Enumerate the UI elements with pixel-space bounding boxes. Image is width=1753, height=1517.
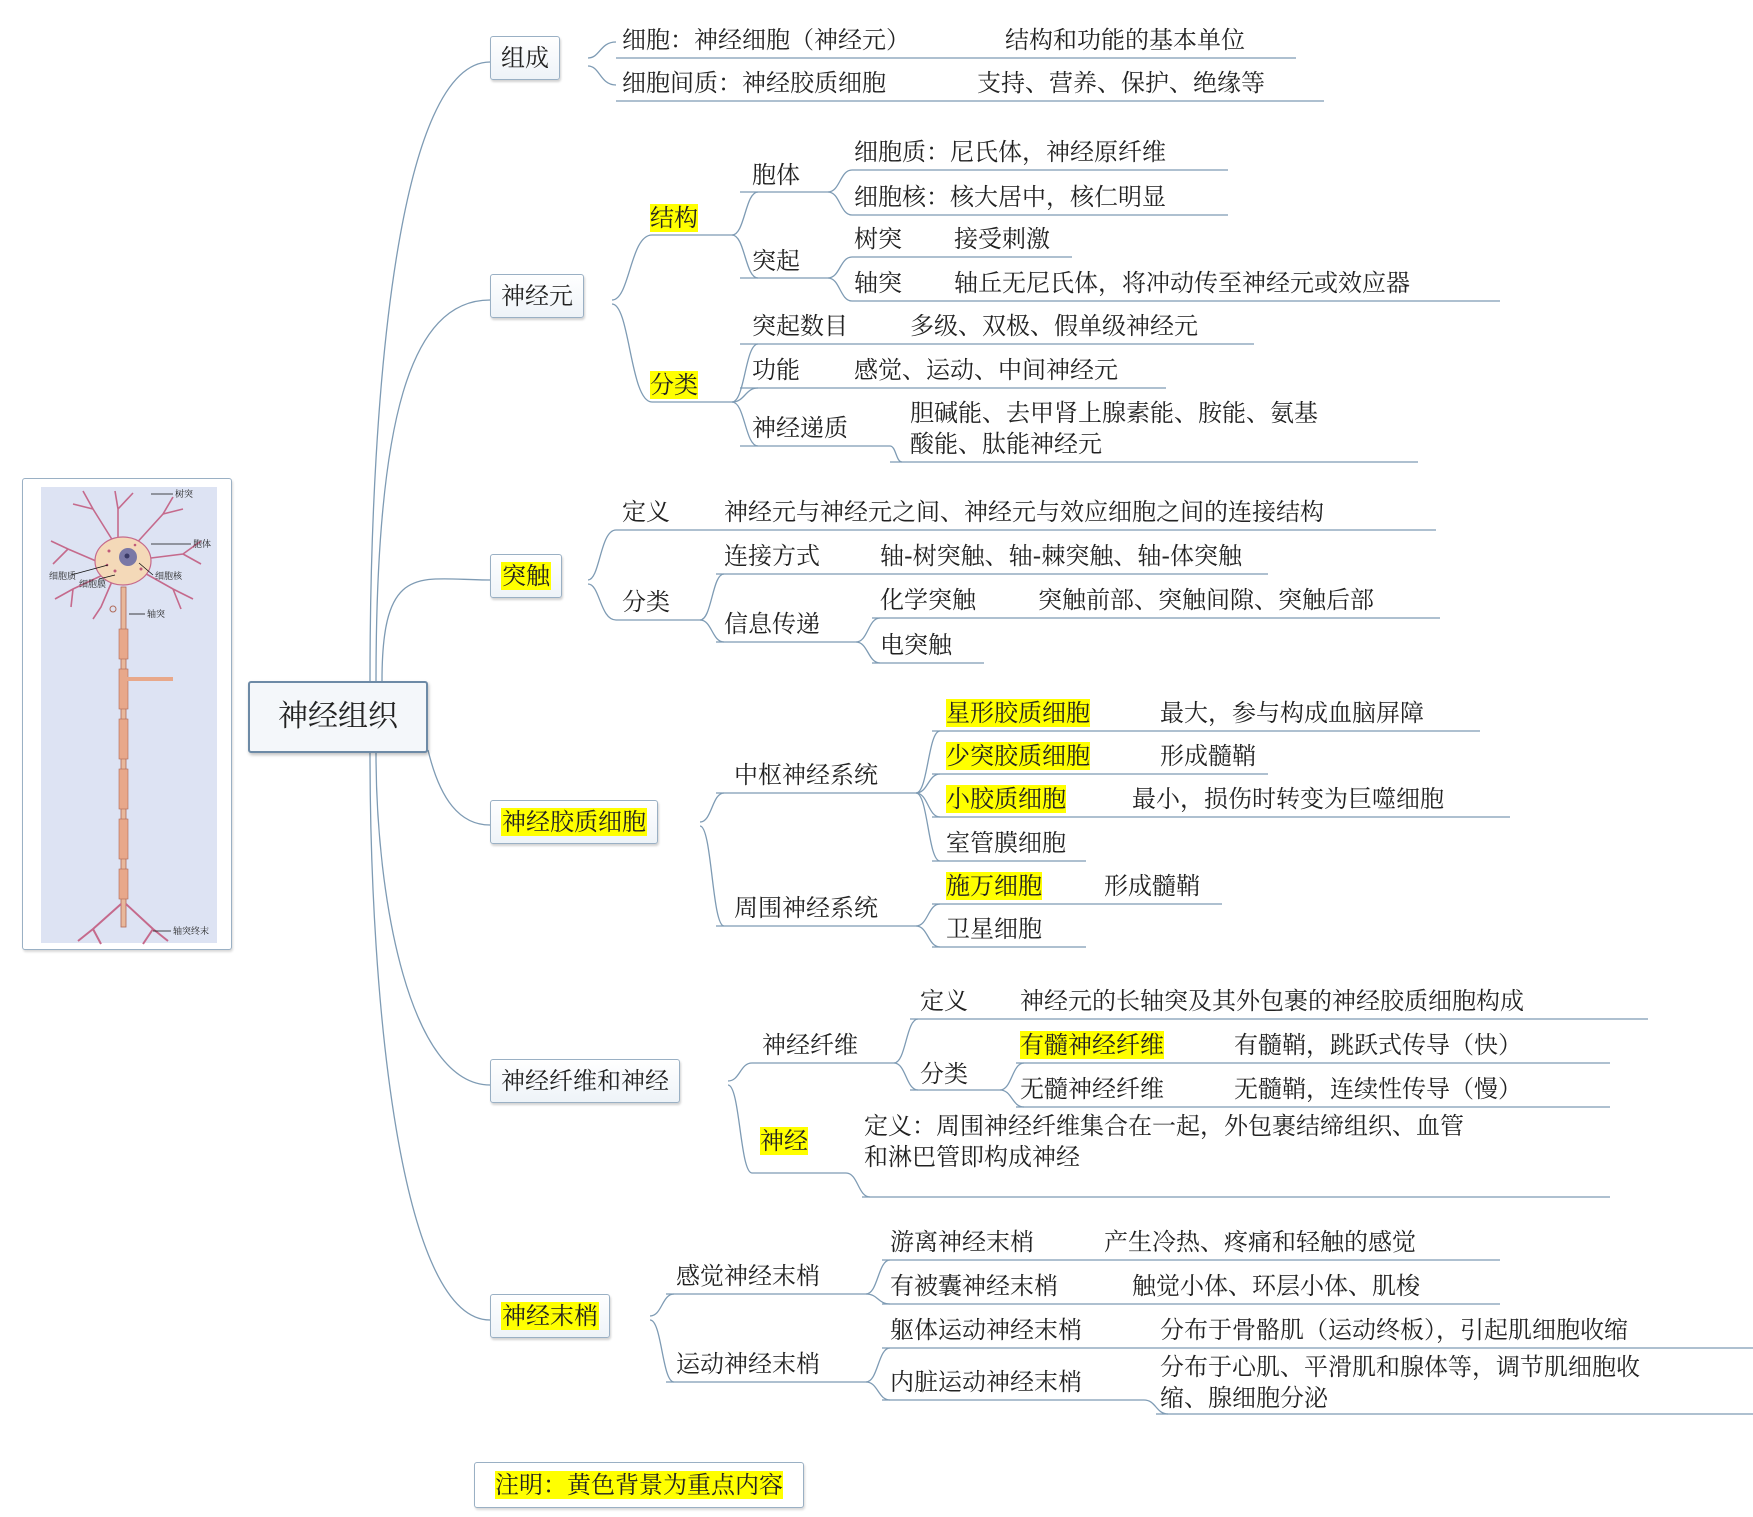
- root-node[interactable]: 神经组织: [248, 681, 428, 753]
- fiber-unmyelinated: 无髓神经纤维: [1020, 1075, 1164, 1103]
- glia-pns: 周围神经系统: [734, 894, 878, 922]
- neuron-by-process-desc: 多级、双极、假单级神经元: [910, 312, 1198, 340]
- synapse-definition: 定义: [622, 498, 670, 526]
- node-neuron[interactable]: [490, 274, 584, 318]
- legend-note-text: 注明：黄色背景为重点内容: [495, 1471, 783, 1499]
- fiber-definition-desc: 神经元的长轴突及其外包裹的神经胶质细胞构成: [1020, 987, 1524, 1015]
- ending-somatic-desc: 分布于骨骼肌（运动终板），引起肌细胞收缩: [1160, 1316, 1628, 1344]
- label-axon-terminal: 轴突终末: [173, 927, 210, 937]
- composition-matrix-desc: 支持、营养、保护、绝缘等: [977, 69, 1265, 97]
- composition-cell-desc: 结构和功能的基本单位: [1005, 26, 1245, 54]
- ending-free-desc: 产生冷热、疼痛和轻触的感觉: [1104, 1228, 1416, 1256]
- composition-cell: 细胞：神经细胞（神经元）: [622, 26, 910, 54]
- ending-encapsulated: 有被囊神经末梢: [890, 1272, 1058, 1300]
- node-fiber-label: 神经纤维和神经: [501, 1067, 669, 1095]
- neuron-nucleus: 细胞核：核大居中，核仁明显: [854, 183, 1166, 211]
- neuron-by-process: 突起数目: [752, 312, 848, 340]
- fiber-definition: 定义: [920, 987, 968, 1015]
- glia-oligodendrocyte-label: 少突胶质细胞: [946, 742, 1090, 770]
- glia-schwann: [946, 872, 1042, 900]
- fiber-myelinated-desc: 有髓鞘，跳跃式传导（快）: [1234, 1031, 1522, 1059]
- ending-encapsulated-desc: 触觉小体、环层小体、肌梭: [1132, 1272, 1420, 1300]
- fiber-classification: 分类: [920, 1060, 968, 1088]
- glia-cns: 中枢神经系统: [734, 761, 878, 789]
- glia-schwann-desc: 形成髓鞘: [1104, 872, 1200, 900]
- neuron-illustration: [22, 478, 232, 950]
- ending-visceral: 内脏运动神经末梢: [890, 1368, 1082, 1396]
- ending-visceral-desc-2: 缩、腺细胞分泌: [1160, 1384, 1328, 1412]
- neuron-soma: 胞体: [752, 161, 800, 189]
- fiber-myelinated-label: 有髓神经纤维: [1020, 1031, 1164, 1059]
- node-composition[interactable]: [490, 36, 560, 80]
- neuron-structure-label: 结构: [650, 204, 698, 232]
- glia-satellite: 卫星细胞: [946, 915, 1042, 943]
- neuron-dendrite: 树突: [854, 225, 902, 253]
- neuron-by-transmitter-desc-2: 酸能、肽能神经元: [910, 430, 1102, 458]
- glia-microglia-desc: 最小，损伤时转变为巨噬细胞: [1132, 785, 1444, 813]
- node-ending[interactable]: [490, 1294, 610, 1338]
- node-synapse-label: 突触: [502, 562, 550, 590]
- composition-matrix: 细胞间质：神经胶质细胞: [622, 69, 886, 97]
- synapse-definition-desc: 神经元与神经元之间、神经元与效应细胞之间的连接结构: [724, 498, 1324, 526]
- neuron-axon: 轴突: [854, 269, 902, 297]
- neuron-dendrite-desc: 接受刺激: [954, 225, 1050, 253]
- label-membrane: 细胞膜: [79, 580, 107, 590]
- ending-motor: 运动神经末梢: [676, 1350, 820, 1378]
- node-glia-label: 神经胶质细胞: [502, 808, 646, 836]
- fiber-nerve-label: 神经: [760, 1127, 808, 1155]
- fiber-nerve: [760, 1127, 808, 1155]
- synapse-chemical-desc: 突触前部、突触间隙、突触后部: [1038, 586, 1374, 614]
- label-nucleus: 细胞核: [155, 572, 183, 582]
- neuron-process: 突起: [752, 247, 800, 275]
- label-axon: 轴突: [147, 610, 166, 620]
- glia-astrocyte-desc: 最大，参与构成血脑屏障: [1160, 699, 1424, 727]
- neuron-classification[interactable]: [650, 371, 698, 399]
- node-neuron-label: 神经元: [501, 282, 573, 310]
- glia-oligodendrocyte: [946, 742, 1090, 770]
- node-fiber[interactable]: [490, 1059, 680, 1103]
- ending-visceral-desc-1: 分布于心肌、平滑肌和腺体等，调节肌细胞收: [1160, 1353, 1640, 1381]
- neuron-cytoplasm: 细胞质：尼氏体，神经原纤维: [854, 138, 1166, 166]
- ending-free: 游离神经末梢: [890, 1228, 1034, 1256]
- synapse-electrical: 电突触: [880, 631, 952, 659]
- synapse-chemical: 化学突触: [880, 586, 976, 614]
- fiber-nerve-desc-1: 定义：周围神经纤维集合在一起，外包裹结缔组织、血管: [864, 1112, 1464, 1140]
- neuron-classification-label: 分类: [650, 371, 698, 399]
- ending-sensory: 感觉神经末梢: [676, 1262, 820, 1290]
- node-synapse[interactable]: [490, 554, 562, 598]
- node-glia[interactable]: [490, 800, 658, 844]
- label-soma: 胞体: [193, 540, 212, 550]
- legend-note: [474, 1462, 804, 1508]
- glia-oligodendrocyte-desc: 形成髓鞘: [1160, 742, 1256, 770]
- glia-astrocyte: [946, 699, 1090, 727]
- synapse-connection-desc: 轴-树突触、轴-棘突触、轴-体突触: [880, 542, 1242, 570]
- synapse-connection: 连接方式: [724, 542, 820, 570]
- glia-schwann-label: 施万细胞: [946, 872, 1042, 900]
- synapse-classification: 分类: [622, 588, 670, 616]
- node-ending-label: 神经末梢: [502, 1302, 598, 1330]
- neuron-by-function: 功能: [752, 356, 800, 384]
- fiber-unmyelinated-desc: 无髓鞘，连续性传导（慢）: [1234, 1075, 1522, 1103]
- fiber-myelinated: [1020, 1031, 1164, 1059]
- fiber-nerve-desc-2: 和淋巴管即构成神经: [864, 1143, 1080, 1171]
- neuron-axon-desc: 轴丘无尼氏体，将冲动传至神经元或效应器: [954, 269, 1410, 297]
- glia-ependymal: 室管膜细胞: [946, 829, 1066, 857]
- ending-somatic: 躯体运动神经末梢: [890, 1316, 1082, 1344]
- label-dendrite: 树突: [175, 490, 194, 500]
- node-composition-label: 组成: [501, 44, 549, 72]
- neuron-structure[interactable]: [650, 204, 698, 232]
- synapse-transmission: 信息传递: [724, 610, 820, 638]
- glia-microglia-label: 小胶质细胞: [946, 785, 1066, 813]
- glia-astrocyte-label: 星形胶质细胞: [946, 699, 1090, 727]
- glia-microglia: [946, 785, 1066, 813]
- neuron-by-transmitter: 神经递质: [752, 414, 848, 442]
- label-cytoplasm: 细胞质: [49, 572, 77, 582]
- neuron-by-function-desc: 感觉、运动、中间神经元: [854, 356, 1118, 384]
- neuron-by-transmitter-desc-1: 胆碱能、去甲肾上腺素能、胺能、氨基: [910, 399, 1318, 427]
- fiber-nerve-fiber: 神经纤维: [762, 1031, 858, 1059]
